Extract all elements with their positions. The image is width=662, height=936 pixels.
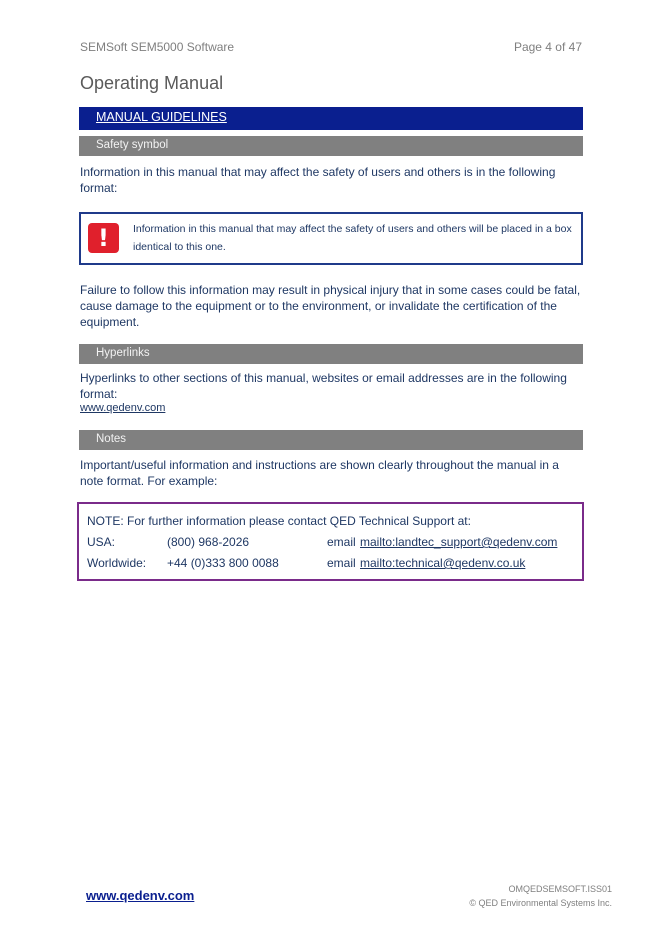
hyperlinks-heading: Hyperlinks — [96, 347, 150, 359]
section-heading: MANUAL GUIDELINES — [96, 110, 227, 124]
header-product: SEMSoft SEM5000 Software — [80, 40, 235, 54]
section-heading-bar — [79, 107, 583, 130]
hyperlink-example[interactable]: www.qedenv.com — [80, 402, 166, 414]
notes-heading: Notes — [96, 433, 127, 445]
safety-box-text: Information in this manual that may affect the safety of users and others will be placed in a box identical to this one. — [133, 223, 572, 253]
note-email-link-usa[interactable]: mailto:landtec_support@qedenv.com — [360, 535, 558, 549]
safety-heading-bar — [79, 136, 583, 156]
header-page-number: Page 4 of 47 — [513, 40, 582, 54]
footer-website-link[interactable]: www.qedenv.com — [86, 888, 195, 903]
footer-doc-code: OMQEDSEMSOFT.ISS01 — [508, 884, 612, 894]
hyperlinks-text: Hyperlinks to other sections of this manual, websites or email addresses are in the following format: — [80, 371, 567, 401]
notes-heading-bar — [79, 430, 583, 450]
note-phone-usa: (800) 968-2026 — [167, 535, 250, 549]
safety-box — [79, 212, 583, 265]
note-intro: NOTE: For further information please contact QED Technical Support at: — [87, 514, 471, 528]
page-title: Operating Manual — [80, 73, 224, 93]
warning-icon: ! — [88, 223, 119, 253]
note-box — [77, 502, 584, 581]
note-email-label-usa: email — [327, 535, 356, 549]
safety-intro: Information in this manual that may affect the safety of users and others is in the following format: — [80, 165, 556, 195]
note-email-label-worldwide: email — [327, 556, 356, 570]
footer-info — [469, 882, 612, 910]
note-region-usa: USA: — [87, 535, 116, 549]
safety-heading: Safety symbol — [96, 139, 169, 151]
notes-text: Important/useful information and instructions are shown clearly throughout the manual in a note format. For example: — [80, 458, 559, 488]
safety-failure-text: Failure to follow this information may result in physical injury that in some cases could be fatal, cause damage to the equipment or to the environment, or invalidate the certification of the equipment. — [80, 283, 581, 329]
note-phone-worldwide: +44 (0)333 800 0088 — [167, 556, 279, 570]
hyperlinks-heading-bar — [79, 344, 583, 364]
note-region-worldwide: Worldwide: — [87, 556, 147, 570]
note-email-link-worldwide[interactable]: mailto:technical@qedenv.co.uk — [360, 556, 526, 570]
footer-copyright: © QED Environmental Systems Inc. — [469, 898, 612, 908]
